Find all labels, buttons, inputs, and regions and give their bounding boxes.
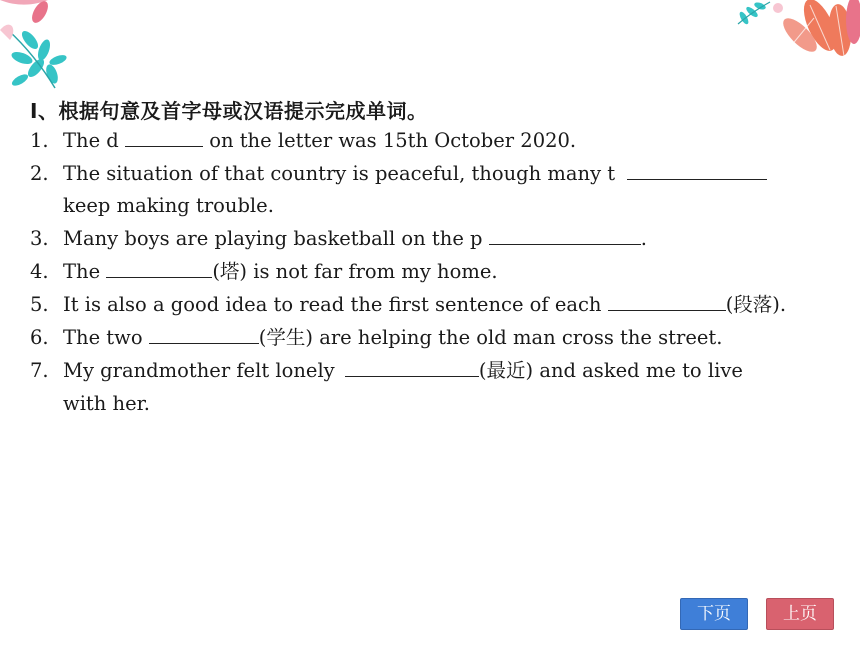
question-5: 5. It is also a good idea to read the first sentence of each (段落). — [30, 293, 787, 316]
next-page-button[interactable]: 下页 — [680, 598, 748, 630]
question-7: 7. My grandmother felt lonely (最近) and asked me to live — [30, 359, 743, 382]
question-3: 3. Many boys are playing basketball on the p . — [30, 227, 647, 250]
question-4: 4. The (塔) is not far from my home. — [30, 260, 498, 283]
question-2: 2. The situation of that country is peaceful, though many t — [30, 158, 830, 191]
leaf-decoration-right — [730, 0, 860, 75]
answer-blank-6[interactable] — [149, 324, 259, 344]
question-6: 6. The two (学生) are helping the old man cross the street. — [30, 326, 723, 349]
section-heading: Ⅰ、根据句意及首字母或汉语提示完成单词。 — [30, 99, 428, 123]
question-1: 1. The d on the letter was 15th October 2020. — [30, 129, 577, 152]
leaf-decoration-left — [0, 0, 90, 95]
answer-blank-3[interactable] — [489, 225, 641, 245]
answer-blank-4[interactable] — [106, 258, 212, 278]
answer-blank-7[interactable] — [345, 357, 479, 377]
answer-blank-1[interactable] — [125, 127, 203, 147]
answer-blank-2[interactable] — [627, 160, 767, 180]
previous-page-button[interactable]: 上页 — [766, 598, 834, 630]
answer-blank-5[interactable] — [608, 291, 726, 311]
question-2-continued: keep making trouble. — [63, 194, 274, 217]
question-7-continued: with her. — [63, 392, 150, 415]
